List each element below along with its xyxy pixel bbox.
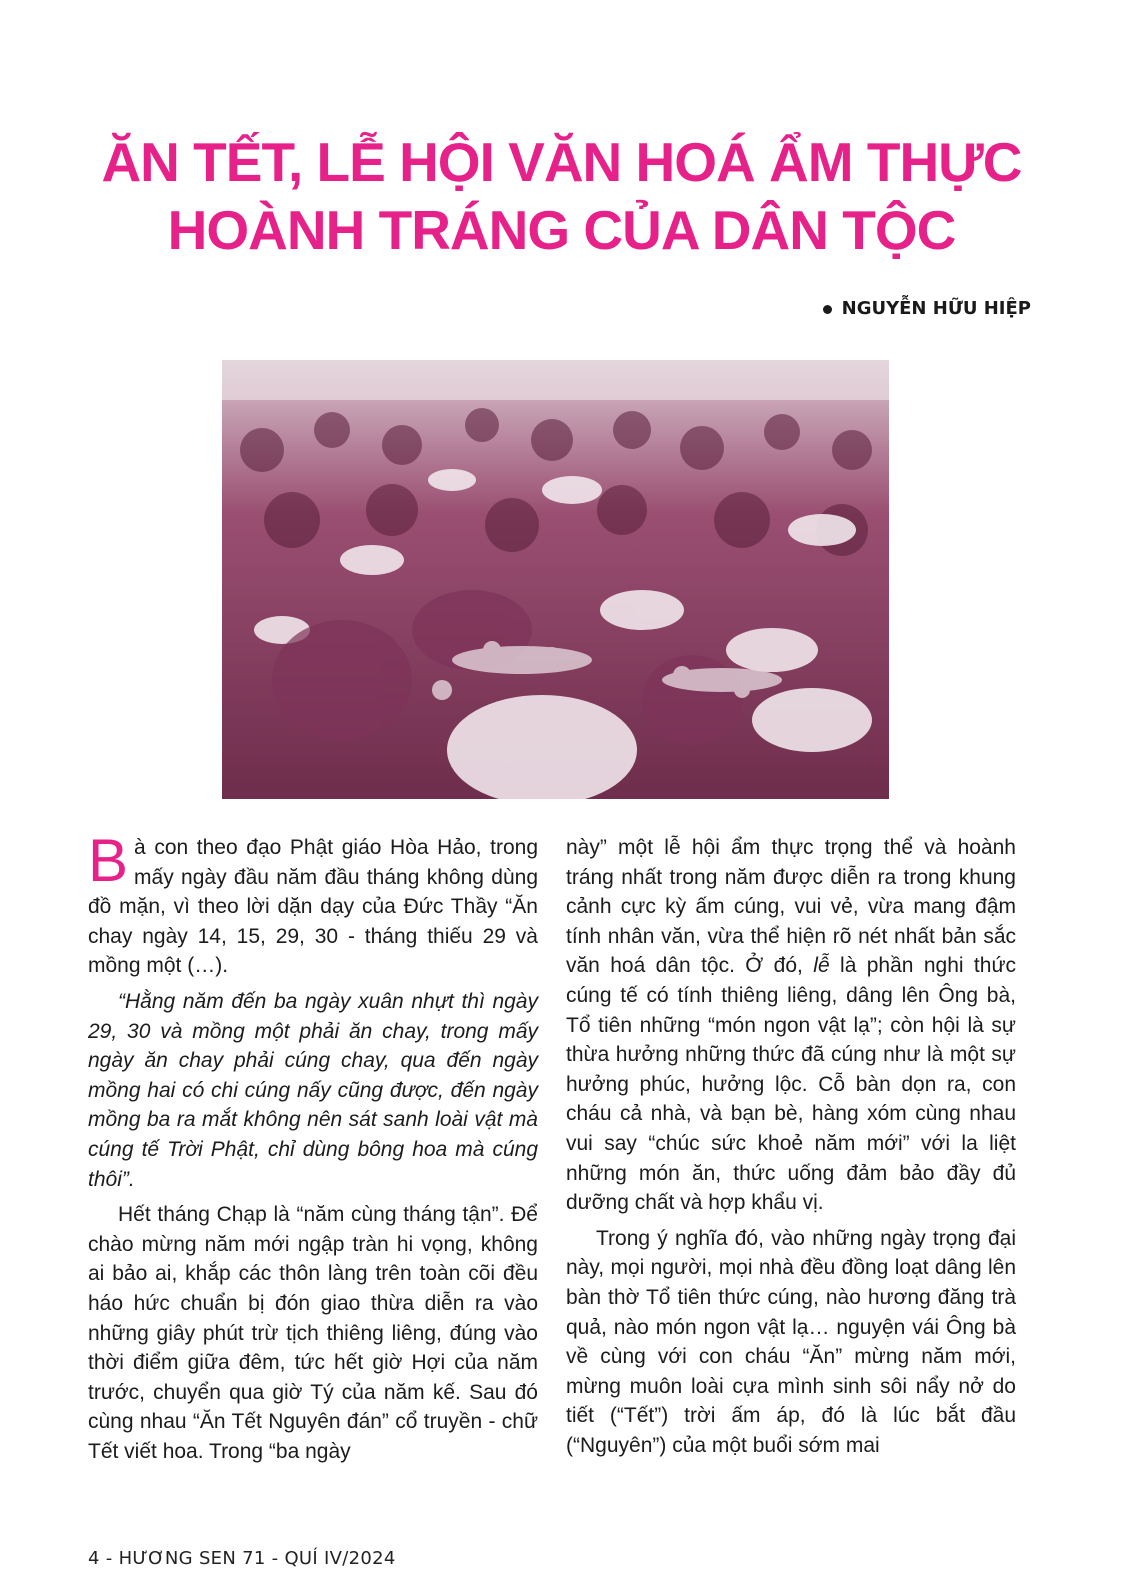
crowd-photo-illustration [222,360,889,799]
paragraph-year-end: Hết tháng Chạp là “năm cùng tháng tận”. Để chào mừng năm mới ngập tràn hi vọng, không ai bảo ai, khắp các thôn làng trên toàn cõi đều háo hức chuẩn bị đón giao thừa diễn ra vào những giây phút trừ tịch thiêng liêng, đúng vào thời điểm giữa đêm, tức hết giờ Hợi của năm trước, chuyển qua giờ Tý của năm kế. Sau đó cùng nhau “Ăn Tết Nguyên đán” cổ truyền - chữ Tết viết hoa. Trong “ba ngày [88,1203,538,1463]
paragraph-festival-text-a: này” một lễ hội ẩm thực trọng thể và hoành tráng nhất trong năm được diễn ra trong khung cảnh cực kỳ ấm cúng, vui vẻ, vừa mang đậm tính nhân văn, vừa thể hiện rõ nét nhất bản sắc văn hoá dân tộc. Ở đó, [566,836,1016,978]
bullet-icon [823,305,832,314]
paragraph-intro [88,827,538,981]
author-byline [823,298,1031,319]
title-line-2: HOÀNH TRÁNG CỦA DÂN TỘC [167,199,956,261]
title-line-1: ĂN TẾT, LỄ HỘI VĂN HOÁ ẨM THỰC [101,131,1022,193]
author-name: NGUYỄN HỮU HIỆP [841,298,1031,319]
body-column-left [88,827,538,1472]
body-column-right [566,833,1016,1466]
crowd-photo [222,360,889,799]
drop-cap: B [88,827,129,894]
paragraph-festival [566,833,1016,1218]
article-title [60,128,1063,264]
paragraph-meaning: Trong ý nghĩa đó, vào những ngày trọng đại này, mọi người, mọi nhà đều đồng loạt dâng lên bàn thờ Tổ tiên thức cúng, nào hương đăng trà quả, nào món ngon vật lạ… nguyện vái Ông bà về cùng với con cháu “Ăn” mừng năm mới, mừng muôn loài cựa mình sinh sôi nẩy nở do tiết (“Tết”) trời ấm áp, đó là lúc bắt đầu (“Nguyên”) của một buổi sớm mai [566,1226,1016,1457]
paragraph-quote: “Hằng năm đến ba ngày xuân nhựt thì ngày 29, 30 và mồng một phải ăn chay, trong mấy ngày ăn chay phải cúng chay, qua đến ngày mồng hai có chi cúng nấy cũng được, đến ngày mồng ba ra mắt không nên sát sanh loài vật mà cúng tế Trời Phật, chỉ dùng bông hoa mà cúng thôi”. [88,989,538,1191]
page-footer: 4 - HƯƠNG SEN 71 - QUÍ IV/2024 [88,1548,396,1569]
emphasis-le: lễ [813,954,830,978]
paragraph-intro-text: à con theo đạo Phật giáo Hòa Hảo, trong mấy ngày đầu năm đầu tháng không dùng đồ mặn, vì theo lời dặn dạy của Đức Thầy “Ăn chay ngày 14, 15, 29, 30 - tháng thiếu 29 và mồng một (…). [88,836,538,978]
paragraph-festival-text-b: là phần nghi thức cúng tế có tính thiêng liêng, dâng lên Ông bà, Tổ tiên những “món ngon vật lạ”; còn hội là sự thừa hưởng những thức đã cúng như là một sự hưởng phúc, hưởng lộc. Cỗ bàn dọn ra, con cháu cả nhà, và bạn bè, hàng xóm cùng nhau vui say “chúc sức khoẻ năm mới” với la liệt những món ăn, thức uống đảm bảo đầy đủ dưỡng chất và hợp khẩu vị. [566,954,1017,1215]
